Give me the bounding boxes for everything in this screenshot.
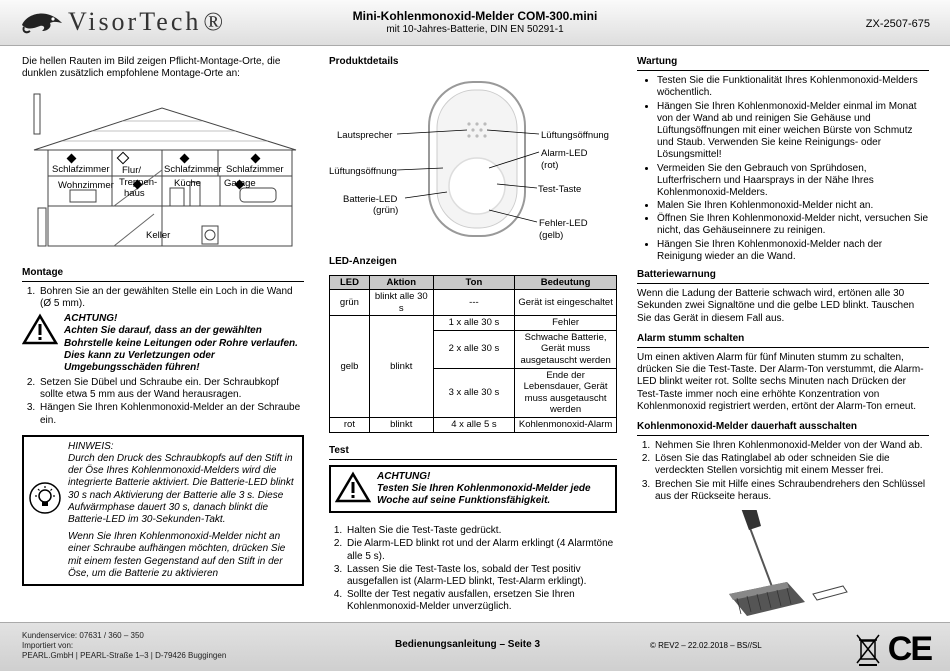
footer-service: Kundenservice: 07631 / 360 – 350	[22, 631, 144, 640]
table-cell: blinkt alle 30 s	[369, 290, 433, 316]
hint-box	[22, 435, 304, 586]
test-warning-text: Testen Sie Ihren Kohlenmonoxid-Melder jede Woche auf seine Funktionsfähigkeit.	[377, 482, 591, 507]
footer-address: PEARL.GmbH | PEARL-Straße 1–3 | D-79426 Buggingen	[22, 651, 227, 660]
label-schlafzimmer-2: Schlafzimmer	[164, 164, 222, 176]
brand-logo	[20, 8, 223, 36]
ausschalten-step-3: 3. Brechen Sie mit Hilfe eines Schraubendrehers den Schlüssel aus der Rückseite heraus.	[653, 479, 929, 503]
hint-title: HINWEIS:	[68, 440, 114, 452]
middle-column	[329, 56, 617, 615]
page-title: Mini-Kohlenmonoxid-Melder COM-300.mini	[352, 9, 598, 23]
warning-icon	[22, 313, 58, 345]
table-row	[330, 290, 617, 316]
chameleon-icon	[20, 9, 64, 35]
table-cell: Ende der Lebensdauer, Gerät muss ausgetauscht werden	[515, 368, 617, 417]
label-garage: Garage	[224, 178, 256, 190]
test-step-4: 4. Sollte der Test negativ ausfallen, ersetzen Sie Ihren Kohlenmonoxid-Melder unverzüglich.	[345, 589, 617, 613]
table-header: Bedeutung	[515, 275, 617, 290]
table-cell: blinkt	[369, 417, 433, 432]
label-keller: Keller	[146, 230, 171, 242]
label-schlafzimmer-3: Schlafzimmer	[226, 164, 284, 176]
led-table	[329, 275, 617, 433]
footer-importer: Importiert von:	[22, 641, 74, 650]
table-cell: Fehler	[515, 316, 617, 331]
screwdriver-illustration	[637, 510, 929, 630]
table-cell: Kohlenmonoxid-Alarm	[515, 417, 617, 432]
drill-warning-title: ACHTUNG!	[64, 313, 118, 325]
drill-warning-text: Achten Sie darauf, dass an der gewählten Bohrstelle keine Leitungen oder Rohre verlaufen. Dies kann zu Verletzungen oder Umgebungsschäden führen!	[64, 325, 298, 373]
label-lueftung-left: Lüftungsöffnung	[329, 166, 397, 178]
test-step-1: 1. Halten Sie die Test-Taste gedrückt.	[345, 525, 617, 537]
house-diagram	[22, 88, 304, 256]
ausschalten-heading: Kohlenmonoxid-Melder dauerhaft ausschalten	[637, 421, 929, 436]
label-flur-3: haus	[124, 188, 145, 200]
montage-step-3: 3. Hängen Sie Ihren Kohlenmonoxid-Melder an der Schraube ein.	[38, 402, 304, 426]
montage-step-2: 2. Setzen Sie Dübel und Schraube ein. Der Schraubkopf sollte etwa 5 mm aus der Wand herausragen.	[38, 377, 304, 401]
stumm-text: Um einen aktiven Alarm für fünf Minuten stumm zu schalten, drücken Sie die Test-Taste. Der Alarm-Ton verstummt, die Alarm-LED blinkt weiter rot. Sollte sechs Minuten nach Drücken der Test-Taste immer noch eine erhöhte Konzentration von Kohlenmonoxid registriert werden, ertönt der Alarm-Ton erneut.	[637, 351, 924, 412]
table-cell: 4 x alle 5 s	[433, 417, 515, 432]
label-fehler-led: Fehler-LED	[539, 218, 588, 230]
weee-bin-icon	[855, 633, 881, 667]
table-header: Ton	[433, 275, 515, 290]
batterie-heading: Batteriewarnung	[637, 269, 929, 284]
ausschalten-step-2: 2. Lösen Sie das Ratinglabel ab oder schneiden Sie die verdeckten Stellen vorsichtig mit einem Messer frei.	[653, 453, 929, 477]
wartung-item-5: • Öffnen Sie Ihren Kohlenmonoxid-Melder nicht, versuchen Sie nicht, das Gehäuseinnere zu reinigen.	[657, 213, 929, 237]
montage-heading: Montage	[22, 267, 304, 282]
ausschalten-step-1: 1. Nehmen Sie Ihren Kohlenmonoxid-Melder von der Wand ab.	[653, 440, 929, 452]
table-cell: 3 x alle 30 s	[433, 368, 515, 417]
montage-step-1: 1. Bohren Sie an der gewählten Stelle ein Loch in die Wand (Ø 5 mm).	[38, 286, 304, 310]
label-test-taste: Test-Taste	[538, 184, 582, 196]
label-flur-1: Flur/	[122, 165, 141, 177]
test-step-2: 2. Die Alarm-LED blinkt rot und der Alarm erklingt (4 Alarmtöne alle 5 s).	[345, 538, 617, 562]
label-flur-2: Treppen-	[119, 177, 158, 189]
footer-page: Bedienungsanleitung – Seite 3	[395, 639, 541, 650]
table-row	[330, 417, 617, 432]
label-alarm-led: Alarm-LED	[541, 148, 588, 160]
table-cell: Schwache Batterie, Gerät muss ausgetauscht werden	[515, 330, 617, 368]
footer-contact	[22, 631, 226, 661]
wartung-item-6: • Hängen Sie Ihren Kohlenmonoxid-Melder nach der Reinigung wieder an die Wand.	[657, 239, 929, 263]
table-cell: blinkt	[369, 316, 433, 418]
label-schlafzimmer-1: Schlafzimmer	[52, 164, 110, 176]
warning-icon	[335, 471, 371, 503]
batterie-text: Wenn die Ladung der Batterie schwach wird, ertönen alle 30 Sekunden zwei Signaltöne und die gelbe LED blinkt. Tauschen Sie das Gerät in diesem Fall aus.	[637, 288, 915, 324]
footer-revision: © REV2 – 22.02.2018 – BS//SL	[650, 641, 762, 650]
brand-mark: ®	[203, 7, 224, 37]
table-header-row	[330, 275, 617, 290]
label-wohnzimmer: Wohnzimmer	[58, 180, 114, 192]
intro-text: Die hellen Rauten im Bild zeigen Pflicht-Montage-Orte, die dunklen zusätzlich empfohlene Montage-Orte an:	[22, 56, 281, 80]
montage-steps-continued	[38, 377, 304, 427]
table-header: Aktion	[369, 275, 433, 290]
test-warning	[329, 465, 617, 514]
footer-marks	[855, 629, 931, 670]
led-heading: LED-Anzeigen	[329, 256, 397, 268]
label-fehler-led-color: (gelb)	[539, 230, 564, 242]
montage-steps	[38, 286, 304, 310]
wartung-item-4: • Malen Sie Ihren Kohlenmonoxid-Melder nicht an.	[657, 200, 929, 212]
hint-paragraph-1: Durch den Druck des Schraubkopfs auf den Stift in der Öse Ihres Kohlenmonoxid-Melders wird die integrierte Batterie aktiviert. Die Batterie-LED blinkt 30 s nach Aktivierung der Batterie alle 3 s. Diese Aufwärmphase dauert 30 s, danach blinkt die Batterie-LED im 30-Sekunden-Takt.	[68, 453, 294, 525]
page-footer	[0, 622, 950, 671]
wartung-item-3: • Vermeiden Sie den Gebrauch von Sprühdosen, Lufterfrischern und Haarsprays in der Nähe Ihres Kohlenmonoxid-Melders.	[657, 163, 929, 200]
stumm-heading: Alarm stumm schalten	[637, 333, 929, 348]
test-heading: Test	[329, 445, 617, 460]
wartung-heading: Wartung	[637, 56, 929, 71]
lightbulb-icon	[28, 481, 62, 515]
produkt-heading: Produktdetails	[329, 56, 399, 67]
test-steps	[345, 525, 617, 613]
wartung-item-2: • Hängen Sie Ihren Kohlenmonoxid-Melder einmal im Monat von der Wand ab und reinigen Sie Gehäuse und Lüftungsöffnungen mit einer weichen Bürste von Schmutz und Staub. Verwenden Sie keine Reinigungs- oder Lösungsmittel!	[657, 101, 929, 162]
table-row	[330, 316, 617, 331]
article-code: ZX-2507-675	[865, 18, 930, 30]
page-subtitle: mit 10-Jahres-Batterie, DIN EN 50291-1	[386, 24, 564, 35]
table-cell: gelb	[330, 316, 370, 418]
left-column	[22, 56, 304, 586]
table-cell: 1 x alle 30 s	[433, 316, 515, 331]
brand-name: VisorTech	[68, 7, 202, 37]
right-column	[637, 56, 929, 634]
drill-warning	[22, 313, 304, 374]
ce-mark: CE	[887, 630, 932, 668]
product-diagram	[329, 68, 617, 244]
label-batterie-led-color: (grün)	[373, 205, 399, 217]
label-lueftung-right: Lüftungsöffnung	[541, 130, 609, 142]
label-kueche: Küche	[174, 178, 201, 190]
ausschalten-steps	[653, 440, 929, 503]
label-alarm-led-color: (rot)	[541, 160, 559, 172]
table-cell: grün	[330, 290, 370, 316]
table-header: LED	[330, 275, 370, 290]
table-cell: rot	[330, 417, 370, 432]
table-cell: ---	[433, 290, 515, 316]
test-warning-title: ACHTUNG!	[377, 470, 431, 482]
label-batterie-led: Batterie-LED	[343, 194, 398, 206]
label-lautsprecher: Lautsprecher	[337, 130, 393, 142]
page-header	[0, 0, 950, 46]
hint-paragraph-2: Wenn Sie Ihren Kohlenmonoxid-Melder nicht an einer Schraube aufhängen möchten, drücken Sie mit einem festen Gegenstand auf den Stift in der Öse, um die Batterie zu aktivieren	[68, 531, 286, 579]
wartung-item-1: • Testen Sie die Funktionalität Ihres Kohlenmonoxid-Melders wöchentlich.	[657, 75, 929, 99]
table-cell: Gerät ist eingeschaltet	[515, 290, 617, 316]
wartung-list	[657, 75, 929, 263]
test-step-3: 3. Lassen Sie die Test-Taste los, sobald der Test positiv ausgefallen ist (Alarm-LED blinkt, Test-Alarm erklingt).	[345, 564, 617, 588]
table-cell: 2 x alle 30 s	[433, 330, 515, 368]
